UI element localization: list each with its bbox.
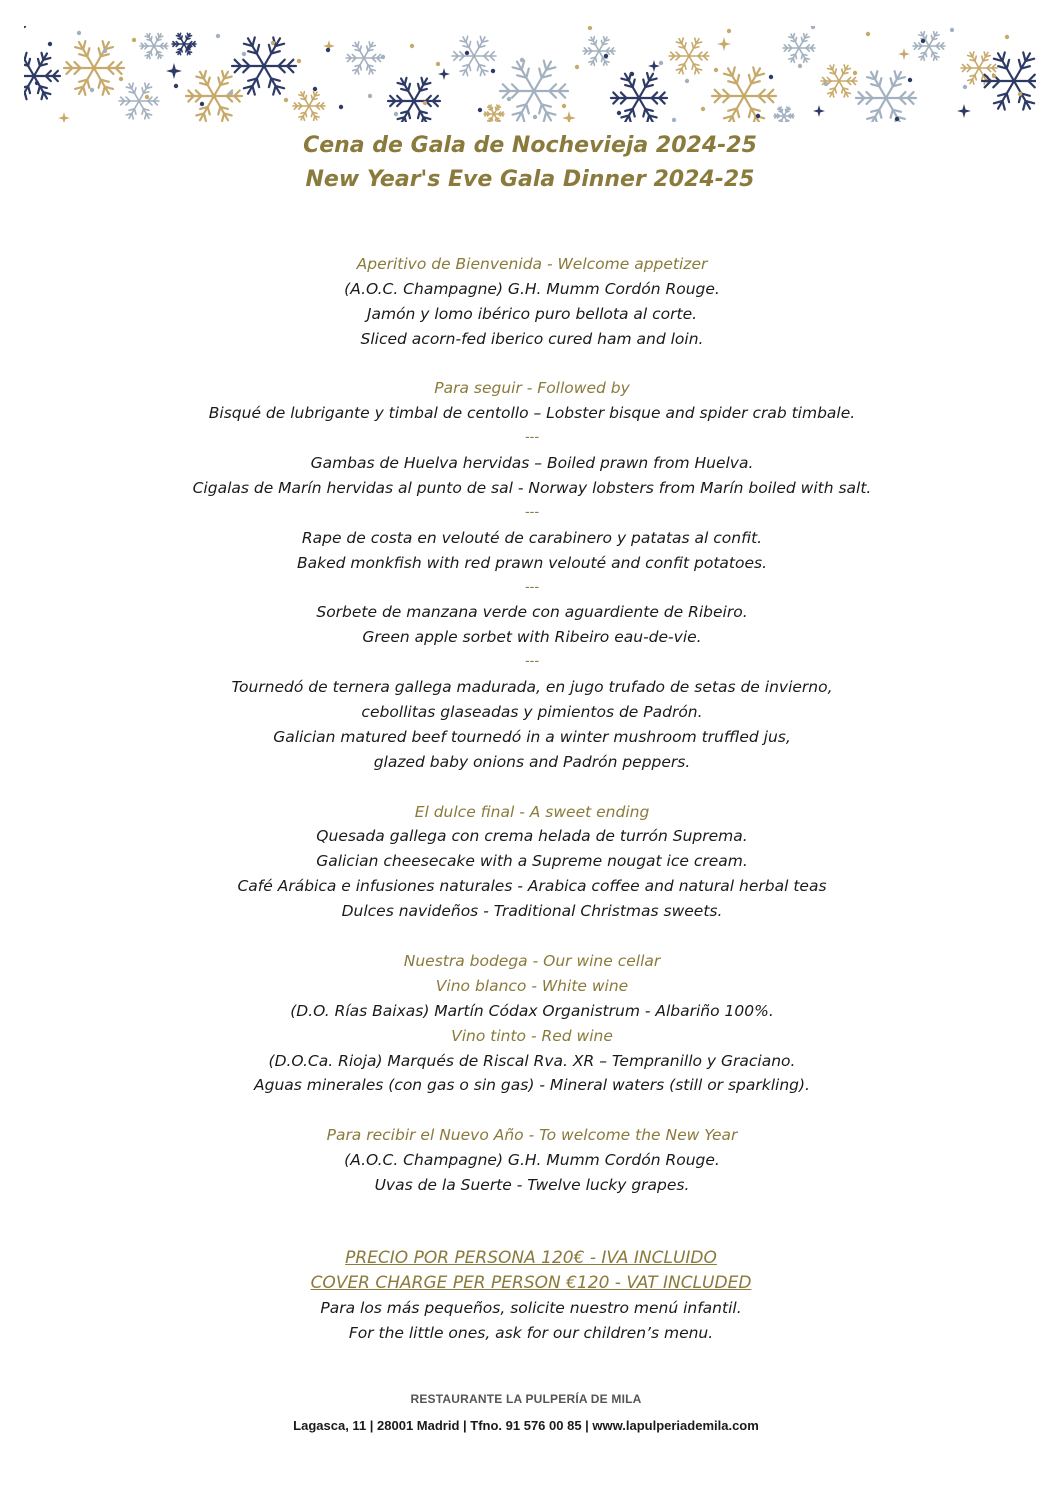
subheading-red-wine: Vino tinto - Red wine bbox=[451, 1026, 613, 1045]
menu-line: Galician cheesecake with a Supreme nougat ice cream. bbox=[316, 852, 748, 871]
menu-line: Green apple sorbet with Ribeiro eau-de-vie. bbox=[362, 628, 702, 647]
price-block bbox=[0, 1246, 1060, 1346]
menu-line: (A.O.C. Champagne) G.H. Mumm Cordón Rouge. bbox=[344, 279, 720, 298]
menu-line: Baked monkfish with red prawn velouté and confit potatoes. bbox=[296, 553, 768, 572]
menu-line: Sliced acorn-fed iberico cured ham and loin. bbox=[360, 329, 704, 348]
menu-line: Gambas de Huelva hervidas – Boiled prawn from Huelva. bbox=[310, 454, 754, 473]
section-heading-dessert: El dulce final - A sweet ending bbox=[414, 802, 650, 821]
menu-line: Quesada gallega con crema helada de turrón Suprema. bbox=[316, 827, 748, 846]
menu-line: (D.O.Ca. Rioja) Marqués de Riscal Rva. XR – Tempranillo y Graciano. bbox=[268, 1051, 796, 1070]
restaurant-address: Lagasca, 11 | 28001 Madrid | Tfno. 91 576 00 85 | www.lapulperiademila.com bbox=[293, 1418, 759, 1433]
menu-line: Sorbete de manzana verde con aguardiente de Ribeiro. bbox=[316, 603, 748, 622]
restaurant-name: RESTAURANTE LA PULPERÍA DE MILA bbox=[410, 1392, 642, 1406]
menu-line: Cigalas de Marín hervidas al punto de sal - Norway lobsters from Marín boiled with salt. bbox=[192, 479, 872, 498]
price-es: PRECIO POR PERSONA 120€ - IVA INCLUIDO bbox=[345, 1248, 717, 1268]
kids-note-en: For the little ones, ask for our children’s menu. bbox=[348, 1324, 714, 1342]
menu-line: Café Arábica e infusiones naturales - Arabica coffee and natural herbal teas bbox=[237, 877, 827, 896]
snowflake-pattern-icon bbox=[24, 26, 1036, 122]
menu-line: (D.O. Rías Baixas) Martín Códax Organistrum - Albariño 100%. bbox=[290, 1001, 774, 1020]
kids-note-es: Para los más pequeños, solicite nuestro menú infantil. bbox=[320, 1299, 742, 1317]
menu-line: Galician matured beef tournedó in a winter mushroom truffled jus, bbox=[273, 727, 791, 746]
menu-line: Tournedó de ternera gallega madurada, en jugo trufado de setas de invierno, bbox=[231, 678, 833, 697]
course-separator: --- bbox=[524, 504, 540, 520]
menu-line: glazed baby onions and Padrón peppers. bbox=[373, 752, 691, 771]
menu-line: cebollitas glaseadas y pimientos de Padrón. bbox=[361, 703, 703, 722]
menu-title-en: New Year's Eve Gala Dinner 2024-25 bbox=[305, 167, 755, 192]
price-en: COVER CHARGE PER PERSON €120 - VAT INCLUDED bbox=[310, 1273, 752, 1293]
snowflake-banner bbox=[24, 26, 1036, 122]
course-separator: --- bbox=[524, 579, 540, 595]
menu-line: (A.O.C. Champagne) G.H. Mumm Cordón Rouge. bbox=[344, 1151, 720, 1170]
course-separator: --- bbox=[524, 430, 540, 446]
menu-line: Jamón y lomo ibérico puro bellota al corte. bbox=[366, 304, 698, 323]
menu-line: Aguas minerales (con gas o sin gas) - Mineral waters (still or sparkling). bbox=[254, 1076, 810, 1095]
menu-line: Bisqué de lubrigante y timbal de centollo – Lobster bisque and spider crab timbale. bbox=[208, 404, 856, 423]
section-heading-newyear: Para recibir el Nuevo Año - To welcome the New Year bbox=[326, 1126, 738, 1145]
menu-title-es: Cena de Gala de Nochevieja 2024-25 bbox=[303, 133, 757, 158]
menu-line: Rape de costa en velouté de carabinero y patatas al confit. bbox=[301, 528, 763, 547]
section-heading-followed: Para seguir - Followed by bbox=[434, 379, 630, 398]
menu-body bbox=[0, 252, 1060, 1198]
subheading-white-wine: Vino blanco - White wine bbox=[435, 976, 629, 995]
section-heading-wine: Nuestra bodega - Our wine cellar bbox=[403, 951, 661, 970]
course-separator: --- bbox=[524, 654, 540, 670]
menu-line: Dulces navideños - Traditional Christmas sweets. bbox=[341, 902, 723, 921]
menu-line: Uvas de la Suerte - Twelve lucky grapes. bbox=[374, 1175, 690, 1194]
section-heading-welcome: Aperitivo de Bienvenida - Welcome appetizer bbox=[356, 255, 708, 273]
